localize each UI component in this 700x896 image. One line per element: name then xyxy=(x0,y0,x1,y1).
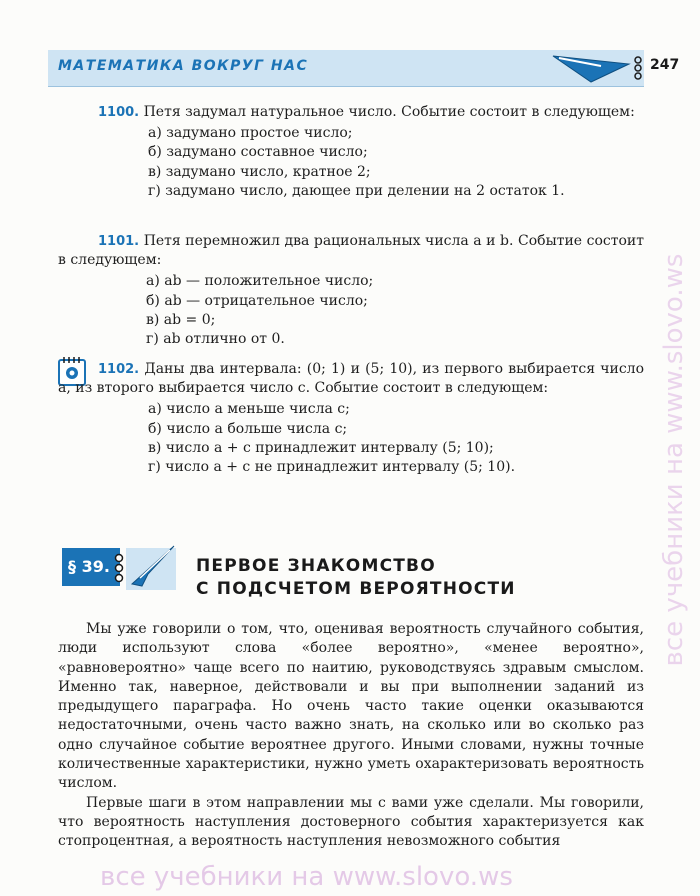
problem-text: Петя задумал натуральное число. Событие состоит в следующем: xyxy=(143,104,635,120)
option-item: в) ab = 0; xyxy=(146,311,216,328)
problem-statement xyxy=(58,360,644,398)
problem-number: 1102. xyxy=(98,362,140,377)
problem-text: Даны два интервала: (0; 1) и (5; 10), из первого выбирается число a, из второго выбирается число c. Событие состоит в следующем: xyxy=(58,361,644,397)
page-header xyxy=(48,50,680,87)
paragraph: Мы уже говорили о том, что, оценивая вероятность случайного события, люди используют слова «более вероятно», «менее вероятно», «равновероятно» чаще всего по наитию, руководствуясь здравым смыслом. Именно так, наверное, действовали и вы при выполнении заданий из предыдущего параграфа. Но очень часто такие оценки оказываются недостаточными, очень часто важно знать, на сколько или во сколько раз одно случайное событие вероятнее другого. Иными словами, нужны точные количественные характеристики, нужно уметь охарактеризовать вероятность числом. xyxy=(58,621,644,792)
pencil-arrow-icon xyxy=(126,544,178,592)
section-body xyxy=(58,620,644,852)
option-item: а) число a меньше числа c; xyxy=(148,401,350,418)
problem-number: 1100. xyxy=(98,105,140,120)
option-item: г) задумано число, дающее при делении на 2 остаток 1. xyxy=(148,182,565,199)
option-item: в) задумано число, кратное 2; xyxy=(148,163,371,180)
problem-statement xyxy=(58,103,644,122)
option-item: г) ab отлично от 0. xyxy=(146,331,285,348)
section-title-line: С ПОДСЧЕТОМ ВЕРОЯТНОСТИ xyxy=(196,579,516,599)
problem-options xyxy=(148,124,644,201)
spiral-binding-icon xyxy=(112,548,126,588)
watermark-side: все учебники на www.slovo.ws xyxy=(659,253,689,667)
option-item: в) число a + c принадлежит интервалу (5; 10); xyxy=(148,439,494,456)
problem-number: 1101. xyxy=(98,234,140,249)
problem-statement xyxy=(58,232,644,270)
pencil-arrow-icon xyxy=(551,52,631,84)
header-title: МАТЕМАТИКА ВОКРУГ НАС xyxy=(58,58,309,74)
problem-1101 xyxy=(58,232,644,349)
spiral-binding-icon xyxy=(633,53,647,83)
section-title-line: ПЕРВОЕ ЗНАКОМСТВО xyxy=(196,556,436,576)
problem-options xyxy=(148,400,644,477)
option-item: б) ab — отрицательное число; xyxy=(146,292,368,309)
option-item: б) задумано составное число; xyxy=(148,144,368,161)
page-number: 247 xyxy=(650,57,680,73)
option-item: г) число a + c не принадлежит интервалу (5; 10). xyxy=(148,459,516,476)
problem-1102 xyxy=(58,360,644,477)
problem-1100 xyxy=(58,103,644,201)
watermark-bottom: все учебники на www.slovo.ws xyxy=(100,862,513,892)
option-item: а) ab — положительное число; xyxy=(146,273,374,290)
problem-options xyxy=(146,272,644,349)
problem-text: Петя перемножил два рациональных числа a и b. Событие состоит в следующем: xyxy=(58,233,645,269)
paragraph: Первые шаги в этом направлении мы с вами уже сделали. Мы говорили, что вероятность наступления достоверного события характеризуется как стопроцентная, а вероятность наступления невозможного события xyxy=(58,794,644,850)
option-item: а) задумано простое число; xyxy=(148,125,353,142)
option-item: б) число a больше числа c; xyxy=(148,420,348,437)
section-label: § 39. xyxy=(62,548,120,586)
section-title xyxy=(196,555,516,601)
